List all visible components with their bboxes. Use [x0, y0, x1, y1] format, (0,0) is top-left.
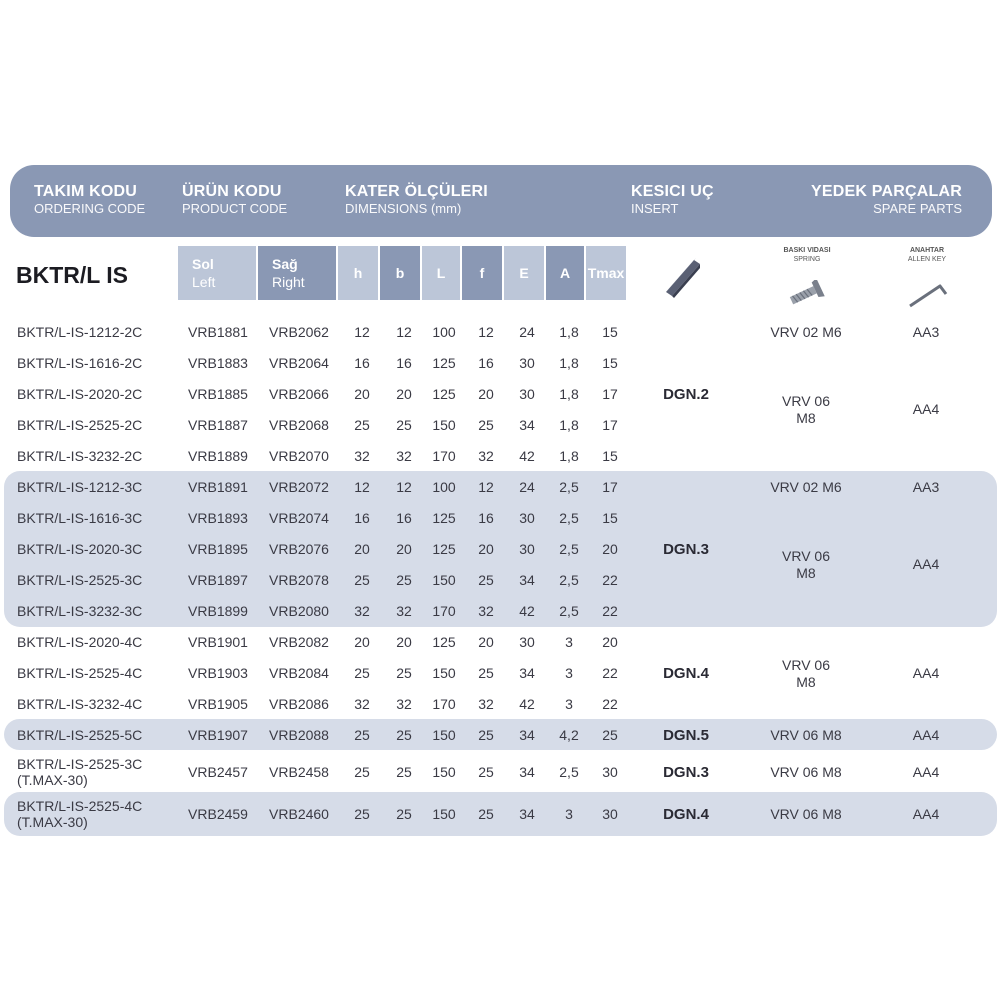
b-cell: 16: [396, 355, 412, 371]
tmax-cell: 22: [602, 603, 618, 619]
E-cell: 42: [519, 448, 535, 464]
b-cell: 25: [396, 417, 412, 433]
h-cell: 32: [354, 448, 370, 464]
ordering-code-cell: BKTR/L-IS-2525-2C: [17, 417, 143, 433]
f-cell: 16: [478, 355, 494, 371]
screw-icon: [786, 280, 826, 308]
right-code-cell: VRB2080: [269, 603, 329, 619]
tmax-cell: 20: [602, 634, 618, 650]
ordering-code-cell: BKTR/L-IS-2525-3C: [17, 572, 143, 588]
tmax-cell: 15: [602, 448, 618, 464]
L-cell: 150: [432, 417, 456, 433]
family-title: BKTR/L IS: [16, 262, 129, 288]
right-code-cell: VRB2458: [269, 764, 329, 780]
E-cell: 24: [519, 324, 535, 340]
left-code-cell: VRB1893: [188, 510, 248, 526]
b-cell: 25: [396, 764, 412, 780]
right-code-cell: VRB2460: [269, 806, 329, 822]
ordering-code-cell: BKTR/L-IS-2020-2C: [17, 386, 143, 402]
L-cell: 125: [432, 541, 456, 557]
left-code-cell: VRB1885: [188, 386, 248, 402]
left-code-cell: VRB1903: [188, 665, 248, 681]
h-cell: 25: [354, 806, 370, 822]
left-code-cell: VRB1889: [188, 448, 248, 464]
right-code-cell: VRB2064: [269, 355, 329, 371]
tmax-cell: 30: [602, 764, 618, 780]
L-cell: 150: [432, 572, 456, 588]
column-f: f: [462, 246, 502, 300]
ordering-code-cell: BKTR/L-IS-3232-2C: [17, 448, 143, 464]
tmax-cell: 17: [602, 479, 618, 495]
column-tmax: Tmax: [586, 246, 626, 300]
A-cell: 1,8: [559, 355, 579, 371]
h-cell: 25: [354, 764, 370, 780]
column-L: L: [422, 246, 460, 300]
ordering-code-cell: BKTR/L-IS-2525-4C (T.MAX-30): [17, 798, 143, 830]
right-code-cell: VRB2076: [269, 541, 329, 557]
b-cell: 32: [396, 448, 412, 464]
h-cell: 32: [354, 696, 370, 712]
right-code-cell: VRB2078: [269, 572, 329, 588]
h-cell: 20: [354, 541, 370, 557]
allen-key-value: AA4: [912, 401, 940, 417]
tmax-cell: 22: [602, 696, 618, 712]
tmax-cell: 15: [602, 324, 618, 340]
tmax-cell: 20: [602, 541, 618, 557]
insert-label: DGN.3: [663, 541, 709, 558]
right-code-cell: VRB2082: [269, 634, 329, 650]
left-code-cell: VRB1895: [188, 541, 248, 557]
E-cell: 24: [519, 479, 535, 495]
E-cell: 34: [519, 665, 535, 681]
h-cell: 32: [354, 603, 370, 619]
A-cell: 2,5: [559, 479, 579, 495]
b-cell: 25: [396, 806, 412, 822]
insert-heading: KESICI UÇ INSERT: [631, 183, 714, 216]
L-cell: 150: [432, 727, 456, 743]
allen-key-value: AA4: [912, 806, 940, 822]
right-code-cell: VRB2086: [269, 696, 329, 712]
E-cell: 30: [519, 355, 535, 371]
allen-key-value: AA4: [912, 727, 940, 743]
L-cell: 150: [432, 764, 456, 780]
b-cell: 20: [396, 541, 412, 557]
f-cell: 20: [478, 634, 494, 650]
b-cell: 25: [396, 665, 412, 681]
ordering-code-cell: BKTR/L-IS-2525-4C: [17, 665, 143, 681]
E-cell: 34: [519, 764, 535, 780]
tmax-cell: 17: [602, 386, 618, 402]
b-cell: 20: [396, 386, 412, 402]
L-cell: 125: [432, 634, 456, 650]
spring-screw-value: VRV 02 M6: [770, 324, 842, 340]
h-cell: 25: [354, 665, 370, 681]
A-cell: 2,5: [559, 572, 579, 588]
h-cell: 25: [354, 417, 370, 433]
L-cell: 170: [432, 448, 456, 464]
ordering-code-heading: TAKIM KODU ORDERING CODE: [34, 183, 146, 216]
column-left: Sol Left: [178, 246, 256, 300]
right-code-cell: VRB2072: [269, 479, 329, 495]
h-cell: 16: [354, 510, 370, 526]
A-cell: 1,8: [559, 324, 579, 340]
allen-key-value: AA4: [912, 764, 940, 780]
allen-key-value: AA3: [912, 479, 940, 495]
f-cell: 25: [478, 806, 494, 822]
dimensions-heading: KATER ÖLÇÜLERI DIMENSIONS (mm): [345, 183, 488, 216]
L-cell: 125: [432, 510, 456, 526]
A-cell: 1,8: [559, 448, 579, 464]
tmax-cell: 22: [602, 665, 618, 681]
right-code-cell: VRB2070: [269, 448, 329, 464]
ordering-code-cell: BKTR/L-IS-3232-3C: [17, 603, 143, 619]
h-cell: 20: [354, 634, 370, 650]
f-cell: 20: [478, 386, 494, 402]
b-cell: 16: [396, 510, 412, 526]
b-cell: 32: [396, 696, 412, 712]
L-cell: 150: [432, 665, 456, 681]
f-cell: 25: [478, 572, 494, 588]
allen-key-value: AA4: [912, 556, 940, 572]
h-cell: 12: [354, 324, 370, 340]
group-band-3c: [4, 471, 997, 627]
right-code-cell: VRB2066: [269, 386, 329, 402]
left-code-cell: VRB2459: [188, 806, 248, 822]
b-cell: 20: [396, 634, 412, 650]
spring-screw-value: VRV 06 M8: [782, 657, 830, 690]
A-cell: 3: [565, 665, 573, 681]
h-cell: 20: [354, 386, 370, 402]
spring-screw-value: VRV 06 M8: [770, 764, 842, 780]
tmax-cell: 30: [602, 806, 618, 822]
tmax-cell: 15: [602, 355, 618, 371]
spring-screw-value: VRV 06 M8: [770, 727, 842, 743]
left-code-cell: VRB1899: [188, 603, 248, 619]
ordering-code-cell: BKTR/L-IS-2525-5C: [17, 727, 143, 743]
E-cell: 34: [519, 572, 535, 588]
allen-key-value: AA3: [912, 324, 940, 340]
allen-key-value: AA4: [912, 665, 940, 681]
left-code-cell: VRB1907: [188, 727, 248, 743]
left-code-cell: VRB1905: [188, 696, 248, 712]
ordering-code-cell: BKTR/L-IS-2525-3C (T.MAX-30): [17, 756, 143, 788]
spring-screw-value: VRV 06 M8: [782, 548, 830, 581]
h-cell: 25: [354, 727, 370, 743]
f-cell: 25: [478, 727, 494, 743]
spring-heading: BASKI VIDASI SPRING: [783, 247, 831, 263]
f-cell: 12: [478, 324, 494, 340]
insert-label: DGN.5: [663, 727, 709, 744]
f-cell: 25: [478, 417, 494, 433]
right-code-cell: VRB2084: [269, 665, 329, 681]
A-cell: 2,5: [559, 764, 579, 780]
f-cell: 20: [478, 541, 494, 557]
column-right: Sağ Right: [258, 246, 336, 300]
column-b: b: [380, 246, 420, 300]
allen-key-heading: ANAHTAR ALLEN KEY: [907, 247, 947, 263]
E-cell: 30: [519, 386, 535, 402]
ordering-code-cell: BKTR/L-IS-2020-4C: [17, 634, 143, 650]
spring-screw-value: VRV 06 M8: [770, 806, 842, 822]
h-cell: 12: [354, 479, 370, 495]
column-h: h: [338, 246, 378, 300]
ordering-code-cell: BKTR/L-IS-1616-2C: [17, 355, 143, 371]
column-A: A: [546, 246, 584, 300]
insert-label: DGN.2: [663, 386, 709, 403]
b-cell: 32: [396, 603, 412, 619]
E-cell: 30: [519, 634, 535, 650]
E-cell: 34: [519, 806, 535, 822]
tmax-cell: 25: [602, 727, 618, 743]
ordering-code-cell: BKTR/L-IS-2020-3C: [17, 541, 143, 557]
A-cell: 3: [565, 634, 573, 650]
left-code-cell: VRB2457: [188, 764, 248, 780]
f-cell: 25: [478, 764, 494, 780]
E-cell: 30: [519, 510, 535, 526]
b-cell: 12: [396, 324, 412, 340]
f-cell: 32: [478, 603, 494, 619]
right-code-cell: VRB2074: [269, 510, 329, 526]
left-code-cell: VRB1881: [188, 324, 248, 340]
L-cell: 150: [432, 806, 456, 822]
tmax-cell: 15: [602, 510, 618, 526]
h-cell: 25: [354, 572, 370, 588]
left-code-cell: VRB1883: [188, 355, 248, 371]
table-header-bar: [10, 165, 992, 237]
tmax-cell: 17: [602, 417, 618, 433]
tmax-cell: 22: [602, 572, 618, 588]
b-cell: 25: [396, 727, 412, 743]
right-code-cell: VRB2068: [269, 417, 329, 433]
insert-label: DGN.4: [663, 806, 709, 823]
left-code-cell: VRB1887: [188, 417, 248, 433]
insert-label: DGN.4: [663, 665, 709, 682]
A-cell: 2,5: [559, 603, 579, 619]
h-cell: 16: [354, 355, 370, 371]
ordering-code-cell: BKTR/L-IS-1616-3C: [17, 510, 143, 526]
A-cell: 3: [565, 696, 573, 712]
spring-screw-value: VRV 06 M8: [782, 393, 830, 426]
allen-key-icon: [906, 278, 950, 310]
E-cell: 42: [519, 696, 535, 712]
L-cell: 100: [432, 479, 456, 495]
L-cell: 125: [432, 355, 456, 371]
insert-icon: [660, 252, 704, 300]
spring-screw-value: VRV 02 M6: [770, 479, 842, 495]
A-cell: 1,8: [559, 386, 579, 402]
f-cell: 25: [478, 665, 494, 681]
left-code-cell: VRB1901: [188, 634, 248, 650]
A-cell: 1,8: [559, 417, 579, 433]
b-cell: 12: [396, 479, 412, 495]
left-code-cell: VRB1891: [188, 479, 248, 495]
E-cell: 42: [519, 603, 535, 619]
L-cell: 125: [432, 386, 456, 402]
A-cell: 2,5: [559, 541, 579, 557]
E-cell: 34: [519, 727, 535, 743]
E-cell: 30: [519, 541, 535, 557]
product-code-heading: ÜRÜN KODU PRODUCT CODE: [182, 183, 288, 216]
spare-parts-heading: YEDEK PARÇALAR SPARE PARTS: [811, 183, 962, 216]
f-cell: 12: [478, 479, 494, 495]
A-cell: 2,5: [559, 510, 579, 526]
right-code-cell: VRB2088: [269, 727, 329, 743]
right-code-cell: VRB2062: [269, 324, 329, 340]
ordering-code-cell: BKTR/L-IS-1212-3C: [17, 479, 143, 495]
f-cell: 32: [478, 448, 494, 464]
insert-label: DGN.3: [663, 764, 709, 781]
f-cell: 32: [478, 696, 494, 712]
A-cell: 3: [565, 806, 573, 822]
f-cell: 16: [478, 510, 494, 526]
b-cell: 25: [396, 572, 412, 588]
L-cell: 100: [432, 324, 456, 340]
left-code-cell: VRB1897: [188, 572, 248, 588]
column-E: E: [504, 246, 544, 300]
group-band-5c: [4, 719, 997, 750]
L-cell: 170: [432, 603, 456, 619]
ordering-code-cell: BKTR/L-IS-3232-4C: [17, 696, 143, 712]
E-cell: 34: [519, 417, 535, 433]
ordering-code-cell: BKTR/L-IS-1212-2C: [17, 324, 143, 340]
A-cell: 4,2: [559, 727, 579, 743]
L-cell: 170: [432, 696, 456, 712]
